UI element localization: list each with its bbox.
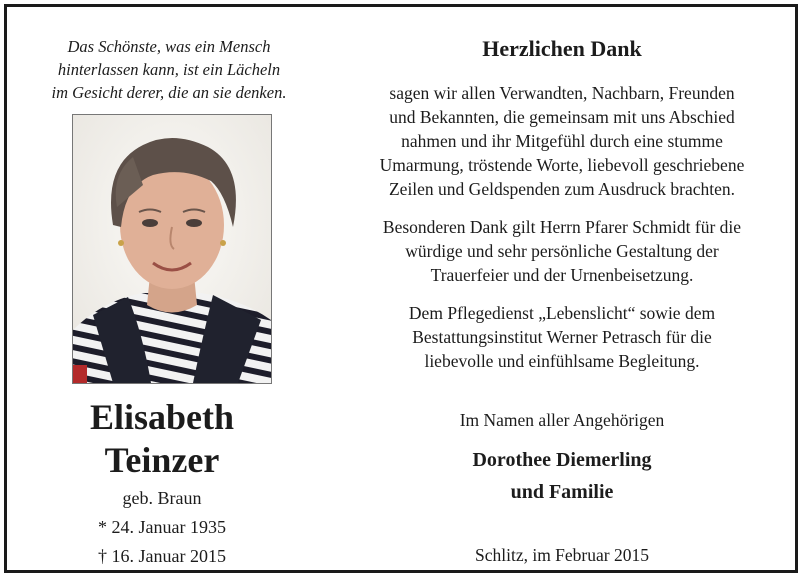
portrait-photo: [72, 114, 272, 384]
paragraph-line: nahmen und ihr Mitgefühl durch eine stumme: [401, 131, 723, 151]
signature-family: und Familie: [510, 481, 614, 503]
left-column: [7, 7, 327, 570]
paragraph-line: sagen wir allen Verwandten, Nachbarn, Freunden: [389, 83, 735, 103]
deceased-first-name: Elisabeth: [89, 397, 235, 437]
quote-line: hinterlassen kann, ist ein Lächeln: [57, 60, 281, 79]
death-date: † 16. Januar 2015: [98, 546, 226, 566]
birth-name: geb. Braun: [122, 488, 202, 508]
paragraph-line: liebevolle und einfühlsame Begleitung.: [424, 351, 700, 371]
paragraph-line: Trauerfeier und der Urnenbeisetzung.: [430, 265, 694, 285]
deceased-last-name: Teinzer: [104, 440, 220, 480]
birth-date: * 24. Januar 1935: [98, 517, 226, 537]
quote-line: Das Schönste, was ein Mensch: [67, 37, 271, 56]
paragraph-line: Bestattungsinstitut Werner Petrasch für die: [412, 327, 712, 347]
paragraph-line: Zeilen und Geldspenden zum Ausdruck brachten.: [388, 179, 735, 199]
paragraph-line: Umarmung, tröstende Worte, liebevoll geschriebene: [379, 155, 745, 175]
thanks-heading: Herzlichen Dank: [482, 36, 642, 61]
place-date: Schlitz, im Februar 2015: [474, 545, 649, 565]
on-behalf-line: Im Namen aller Angehörigen: [459, 410, 665, 430]
paragraph-line: Dem Pflegedienst „Lebenslicht“ sowie dem: [408, 303, 716, 323]
paragraph-line: würdige und sehr persönliche Gestaltung der: [405, 241, 719, 261]
thanks-paragraph: [329, 81, 795, 201]
memorial-quote: [21, 35, 317, 104]
obituary-card: [4, 4, 798, 573]
paragraph-line: und Bekannten, die gemeinsam mit uns Abschied: [389, 107, 735, 127]
thanks-paragraph: [329, 301, 795, 373]
right-column: [329, 7, 795, 570]
quote-line: im Gesicht derer, die an sie denken.: [51, 83, 287, 102]
paragraph-line: Besonderen Dank gilt Herrn Pfarer Schmidt für die: [382, 217, 742, 237]
thanks-paragraph: [329, 215, 795, 287]
signature-name: Dorothee Diemerling: [472, 449, 652, 471]
